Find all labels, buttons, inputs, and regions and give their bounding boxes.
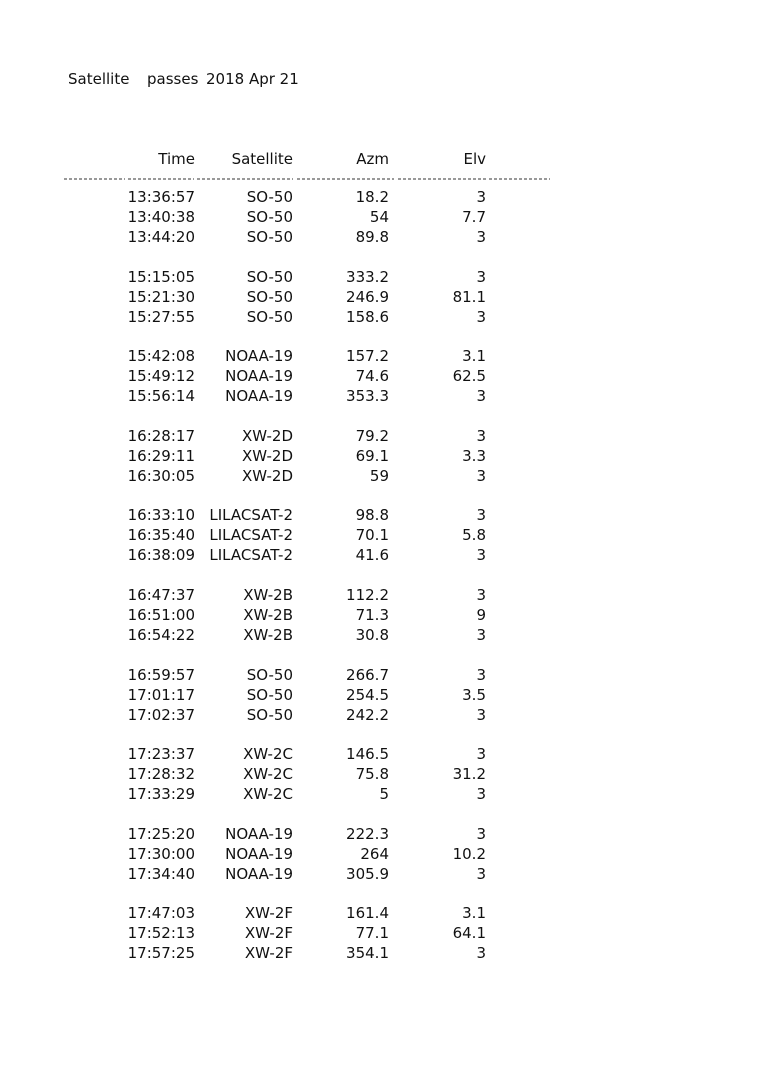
cell-time: 16:35:40: [127, 526, 195, 545]
cell-elv: 3: [476, 426, 486, 445]
cell-time: 15:42:08: [127, 347, 195, 366]
cell-satellite: XW-2D: [241, 446, 293, 465]
cell-elv: 3: [476, 585, 486, 604]
table-row: [0, 923, 600, 943]
table-row: [0, 505, 600, 525]
cell-satellite: NOAA-19: [225, 864, 293, 883]
table-row: [0, 466, 600, 486]
cell-time: 17:57:25: [127, 944, 195, 963]
cell-time: 13:40:38: [127, 208, 195, 226]
cell-elv: 3: [476, 665, 486, 684]
cell-satellite: XW-2B: [243, 625, 293, 644]
table-header: [0, 148, 600, 170]
cell-satellite: SO-50: [246, 705, 293, 724]
table-row: [0, 287, 600, 307]
cell-elv: 3: [476, 506, 486, 525]
cell-satellite: NOAA-19: [225, 824, 293, 843]
cell-elv: 3: [476, 824, 486, 843]
pass-group: [0, 585, 600, 645]
cell-time: 17:30:00: [127, 844, 195, 863]
cell-satellite: SO-50: [246, 287, 293, 306]
pass-group: [0, 505, 600, 565]
cell-elv: 31.2: [452, 765, 486, 784]
cell-time: 17:25:20: [127, 824, 195, 843]
table-row: [0, 267, 600, 287]
cell-azm: 77.1: [355, 924, 389, 943]
passes-table: [0, 187, 600, 983]
table-row: [0, 864, 600, 884]
cell-elv: 3.1: [462, 347, 486, 366]
cell-elv: 62.5: [452, 367, 486, 386]
table-row: [0, 446, 600, 466]
cell-azm: 146.5: [346, 745, 389, 764]
cell-elv: 7.7: [462, 208, 486, 226]
cell-azm: 89.8: [355, 228, 389, 246]
table-row: [0, 366, 600, 386]
table-row: [0, 585, 600, 605]
cell-elv: 3: [476, 267, 486, 286]
table-row: [0, 525, 600, 545]
title-date: 2018 Apr 21: [206, 70, 299, 88]
cell-elv: 10.2: [452, 844, 486, 863]
cell-azm: 98.8: [355, 506, 389, 525]
header-time: Time: [158, 150, 195, 168]
cell-elv: 9: [476, 605, 486, 624]
cell-elv: 3: [476, 466, 486, 485]
table-row: [0, 426, 600, 446]
cell-satellite: SO-50: [246, 307, 293, 326]
cell-elv: 3: [476, 625, 486, 644]
cell-satellite: LILACSAT-2: [209, 546, 293, 565]
cell-azm: 161.4: [346, 904, 389, 923]
cell-azm: 41.6: [355, 546, 389, 565]
cell-satellite: LILACSAT-2: [209, 506, 293, 525]
cell-azm: 158.6: [346, 307, 389, 326]
cell-time: 16:59:57: [127, 665, 195, 684]
cell-azm: 246.9: [346, 287, 389, 306]
cell-azm: 354.1: [346, 944, 389, 963]
cell-satellite: XW-2D: [241, 466, 293, 485]
cell-time: 17:34:40: [127, 864, 195, 883]
cell-satellite: NOAA-19: [225, 367, 293, 386]
cell-elv: 3: [476, 228, 486, 246]
cell-azm: 266.7: [346, 665, 389, 684]
cell-time: 15:49:12: [127, 367, 195, 386]
cell-time: 17:47:03: [127, 904, 195, 923]
cell-satellite: SO-50: [246, 188, 293, 206]
cell-azm: 74.6: [355, 367, 389, 386]
cell-time: 16:54:22: [127, 625, 195, 644]
cell-time: 17:33:29: [127, 785, 195, 804]
table-row: [0, 665, 600, 685]
cell-satellite: XW-2C: [243, 785, 293, 804]
cell-satellite: LILACSAT-2: [209, 526, 293, 545]
cell-elv: 81.1: [452, 287, 486, 306]
table-row: [0, 705, 600, 725]
table-row: [0, 346, 600, 366]
pass-group: [0, 346, 600, 406]
cell-elv: 3.5: [462, 685, 486, 704]
cell-time: 15:27:55: [127, 307, 195, 326]
pass-group: [0, 665, 600, 725]
cell-satellite: XW-2C: [243, 765, 293, 784]
cell-elv: 3.1: [462, 904, 486, 923]
cell-time: 13:44:20: [127, 228, 195, 246]
cell-azm: 242.2: [346, 705, 389, 724]
cell-azm: 157.2: [346, 347, 389, 366]
cell-elv: 3: [476, 546, 486, 565]
cell-azm: 264: [360, 844, 389, 863]
cell-time: 15:15:05: [127, 267, 195, 286]
pass-group: [0, 267, 600, 327]
cell-time: 17:02:37: [127, 705, 195, 724]
cell-elv: 3: [476, 864, 486, 883]
cell-elv: 3: [476, 387, 486, 406]
cell-satellite: XW-2C: [243, 745, 293, 764]
cell-time: 16:33:10: [127, 506, 195, 525]
table-row: [0, 903, 600, 923]
table-row: [0, 744, 600, 764]
pass-group: [0, 903, 600, 963]
table-row: [0, 824, 600, 844]
cell-satellite: SO-50: [246, 228, 293, 246]
table-row: [0, 685, 600, 705]
cell-elv: 5.8: [462, 526, 486, 545]
cell-time: 16:47:37: [127, 585, 195, 604]
table-row: [0, 207, 600, 227]
table-row: [0, 844, 600, 864]
cell-satellite: SO-50: [246, 208, 293, 226]
cell-time: 16:28:17: [127, 426, 195, 445]
cell-time: 15:21:30: [127, 287, 195, 306]
cell-satellite: NOAA-19: [225, 387, 293, 406]
cell-time: 17:01:17: [127, 685, 195, 704]
cell-satellite: SO-50: [246, 665, 293, 684]
table-row: [0, 943, 600, 963]
cell-elv: 3: [476, 188, 486, 206]
cell-satellite: SO-50: [246, 685, 293, 704]
cell-azm: 353.3: [346, 387, 389, 406]
cell-azm: 333.2: [346, 267, 389, 286]
table-row: [0, 227, 600, 247]
table-row: [0, 625, 600, 645]
cell-elv: 3.3: [462, 446, 486, 465]
cell-azm: 305.9: [346, 864, 389, 883]
pass-group: [0, 824, 600, 884]
table-row: [0, 605, 600, 625]
cell-azm: 59: [369, 466, 389, 485]
pass-group: [0, 426, 600, 486]
cell-satellite: NOAA-19: [225, 844, 293, 863]
cell-azm: 254.5: [346, 685, 389, 704]
cell-time: 16:38:09: [127, 546, 195, 565]
header-divider: [64, 175, 550, 183]
cell-time: 16:51:00: [127, 605, 195, 624]
cell-elv: 64.1: [452, 924, 486, 943]
cell-satellite: NOAA-19: [225, 347, 293, 366]
cell-azm: 30.8: [355, 625, 389, 644]
cell-satellite: XW-2B: [243, 585, 293, 604]
cell-azm: 70.1: [355, 526, 389, 545]
table-row: [0, 784, 600, 804]
cell-satellite: XW-2F: [244, 944, 293, 963]
cell-satellite: XW-2D: [241, 426, 293, 445]
cell-azm: 69.1: [355, 446, 389, 465]
cell-elv: 3: [476, 944, 486, 963]
header-azm: Azm: [356, 150, 389, 168]
cell-azm: 71.3: [355, 605, 389, 624]
cell-satellite: SO-50: [246, 267, 293, 286]
title-word-passes: passes: [147, 70, 199, 88]
cell-time: 13:36:57: [127, 188, 195, 206]
cell-elv: 3: [476, 307, 486, 326]
cell-satellite: XW-2F: [244, 924, 293, 943]
cell-time: 17:28:32: [127, 765, 195, 784]
cell-azm: 79.2: [355, 426, 389, 445]
cell-satellite: XW-2B: [243, 605, 293, 624]
table-row: [0, 386, 600, 406]
cell-time: 17:23:37: [127, 745, 195, 764]
cell-azm: 54: [369, 208, 389, 226]
cell-azm: 75.8: [355, 765, 389, 784]
table-row: [0, 764, 600, 784]
cell-azm: 112.2: [346, 585, 389, 604]
table-row: [0, 307, 600, 327]
cell-azm: 5: [379, 785, 389, 804]
cell-time: 15:56:14: [127, 387, 195, 406]
header-elv: Elv: [463, 150, 486, 168]
pass-group: [0, 187, 600, 247]
cell-time: 17:52:13: [127, 924, 195, 943]
cell-time: 16:30:05: [127, 466, 195, 485]
table-row: [0, 187, 600, 207]
cell-azm: 18.2: [355, 188, 389, 206]
cell-elv: 3: [476, 705, 486, 724]
table-row: [0, 545, 600, 565]
cell-azm: 222.3: [346, 824, 389, 843]
title-word-satellite: Satellite: [68, 70, 130, 88]
cell-elv: 3: [476, 785, 486, 804]
header-satellite: Satellite: [231, 150, 293, 168]
cell-time: 16:29:11: [127, 446, 195, 465]
cell-satellite: XW-2F: [244, 904, 293, 923]
pass-group: [0, 744, 600, 804]
cell-elv: 3: [476, 745, 486, 764]
